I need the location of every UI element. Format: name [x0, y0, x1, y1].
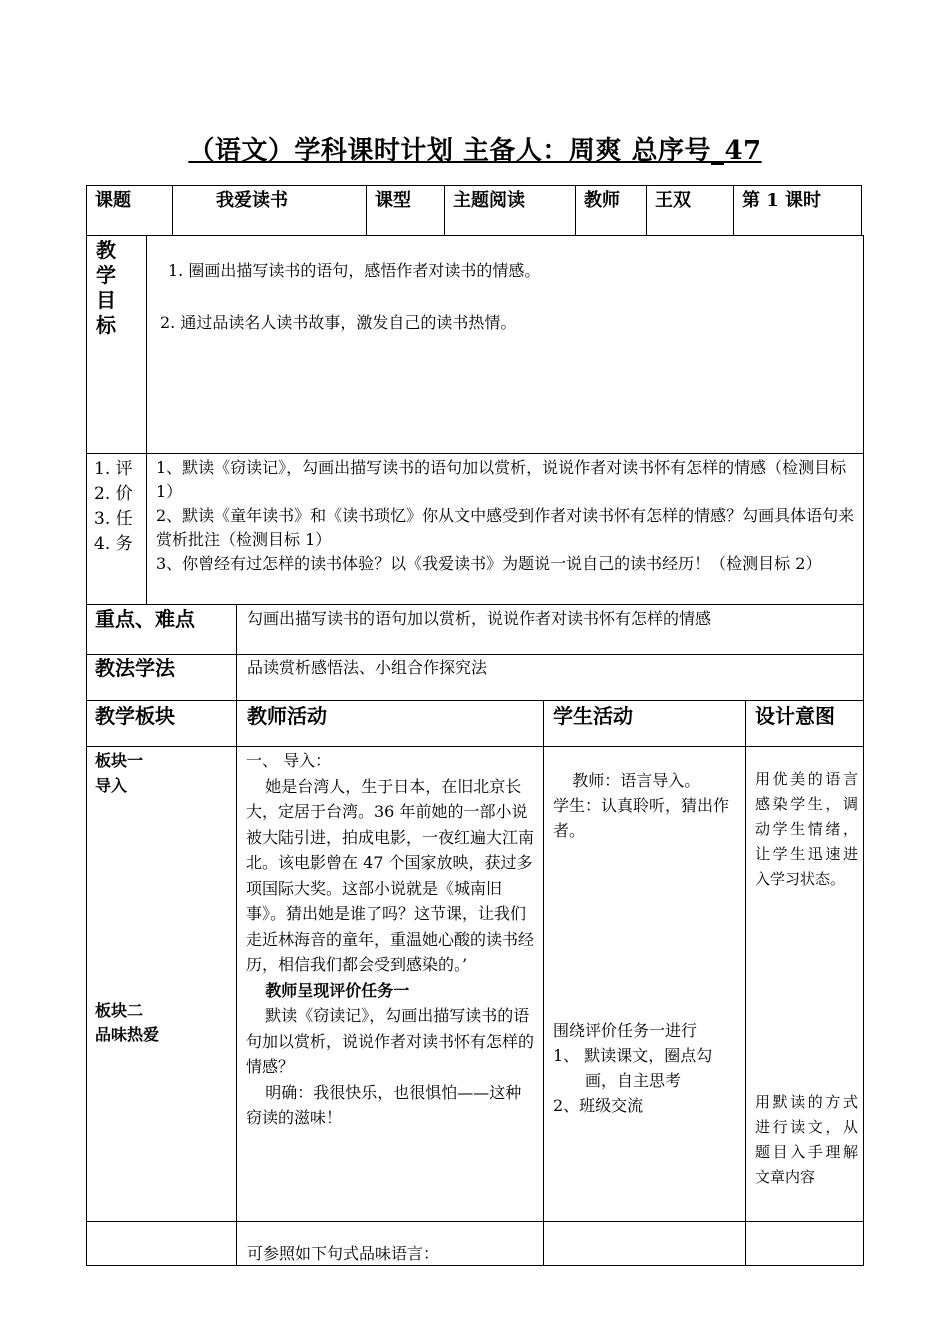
keypoints-label: 重点、难点	[95, 607, 195, 631]
block1-teacher-heading: 一、 导入：	[246, 751, 332, 770]
type-value: 主题阅读	[453, 190, 525, 211]
type-label: 课型	[375, 190, 411, 211]
col-header-teacher: 教师活动	[247, 704, 327, 728]
block1-student-line: 教师：语言导入。	[572, 771, 701, 790]
tasks-label-line: 4. 务	[94, 534, 133, 554]
block2-student-line: 围绕评价任务一进行	[553, 1021, 698, 1040]
methods-label: 教法学法	[95, 656, 175, 680]
block2-label: 板块二	[95, 1001, 144, 1020]
block1-teacher-text: 她是台湾人，生于日本，在旧北京长大，定居于台湾。36 年前她的一部小说被大陆引进，拍成电影，一夜红遍大江南北。该电影曾在 47 个国家放映，获过多项国际大奖。这部小说就是《城南旧事》。猜出她是谁了吗？这节课，让我们走近林海音的童年，重温她心酸的读书经历，相信我们都会受到感染的。’	[246, 776, 535, 974]
block1-sublabel: 导入	[95, 776, 128, 795]
tasks-label	[94, 457, 146, 557]
period-label: 第 1 课时	[742, 190, 822, 211]
block2-design: 用默读的方式进行读文，从题目入手理解文章内容	[755, 1093, 858, 1186]
block2-teacher-answer: 明确：我很快乐，也很惧怕——这种窃读的滋味！	[246, 1082, 522, 1127]
teacher-activity	[246, 748, 536, 1131]
block2-teacher-text: 默读《窃读记》，勾画出描写读书的语句加以赏析，说说作者对读书怀有怎样的情感？	[246, 1006, 535, 1076]
tasks-label-line: 3. 任	[94, 509, 133, 529]
block1-design: 用优美的语言感染学生，调动学生情绪，让学生迅速进入学习状态。	[755, 770, 858, 888]
goals-label: 教学目标	[96, 238, 116, 337]
col-header-block: 教学板块	[95, 704, 175, 728]
tasks-list	[156, 456, 858, 576]
task-item: 1、默读《窃读记》，勾画出描写读书的语句加以赏析，说说作者对读书怀有怎样的情感（检测目标 1）	[156, 458, 847, 501]
topic-label: 课题	[95, 190, 131, 211]
block1-label: 板块一	[95, 751, 144, 770]
topic-value: 我爱读书	[216, 190, 288, 211]
col-header-design: 设计意图	[755, 704, 835, 728]
goal-item: 1. 圈画出描写读书的语句，感悟作者对读书的情感。	[168, 261, 541, 280]
block2-student-line: 2、班级交流	[553, 1096, 644, 1115]
methods-value: 品读赏析感悟法、小组合作探究法	[247, 658, 488, 677]
block2-teacher-heading: 教师呈现评价任务一	[265, 980, 410, 1000]
last-row-teacher-text: 可参照如下句式品味语言：	[247, 1244, 440, 1263]
block1-student-line: 学生：认真聆听，猜出作者。	[553, 796, 730, 840]
col-header-student: 学生活动	[553, 704, 633, 728]
task-item: 3、你曾经有过怎样的读书体验？以《我爱读书》为题说一说自己的读书经历！（检测目标 2）	[156, 554, 822, 573]
page-title: （语文）学科课时计划 主备人：周爽 总序号_47	[188, 136, 762, 166]
goal-item: 2. 通过品读名人读书故事，激发自己的读书热情。	[160, 313, 517, 332]
block2-student	[553, 1018, 739, 1118]
teacher-value: 王双	[655, 190, 691, 211]
tasks-label-line: 2. 价	[94, 484, 133, 504]
block1-student	[553, 768, 739, 843]
task-item: 2、默读《童年读书》和《读书琐忆》你从文中感受到作者对读书怀有怎样的情感？勾画具体语句来赏析批注（检测目标 1）	[156, 506, 855, 549]
block2-sublabel: 品味热爱	[95, 1025, 160, 1044]
tasks-label-line: 1. 评	[94, 459, 133, 479]
teacher-label: 教师	[584, 190, 620, 211]
keypoints-value: 勾画出描写读书的语句加以赏析，说说作者对读书怀有怎样的情感	[247, 609, 712, 628]
block2-student-line: 1、 默读课文，圈点勾画，自主思考	[553, 1046, 713, 1090]
